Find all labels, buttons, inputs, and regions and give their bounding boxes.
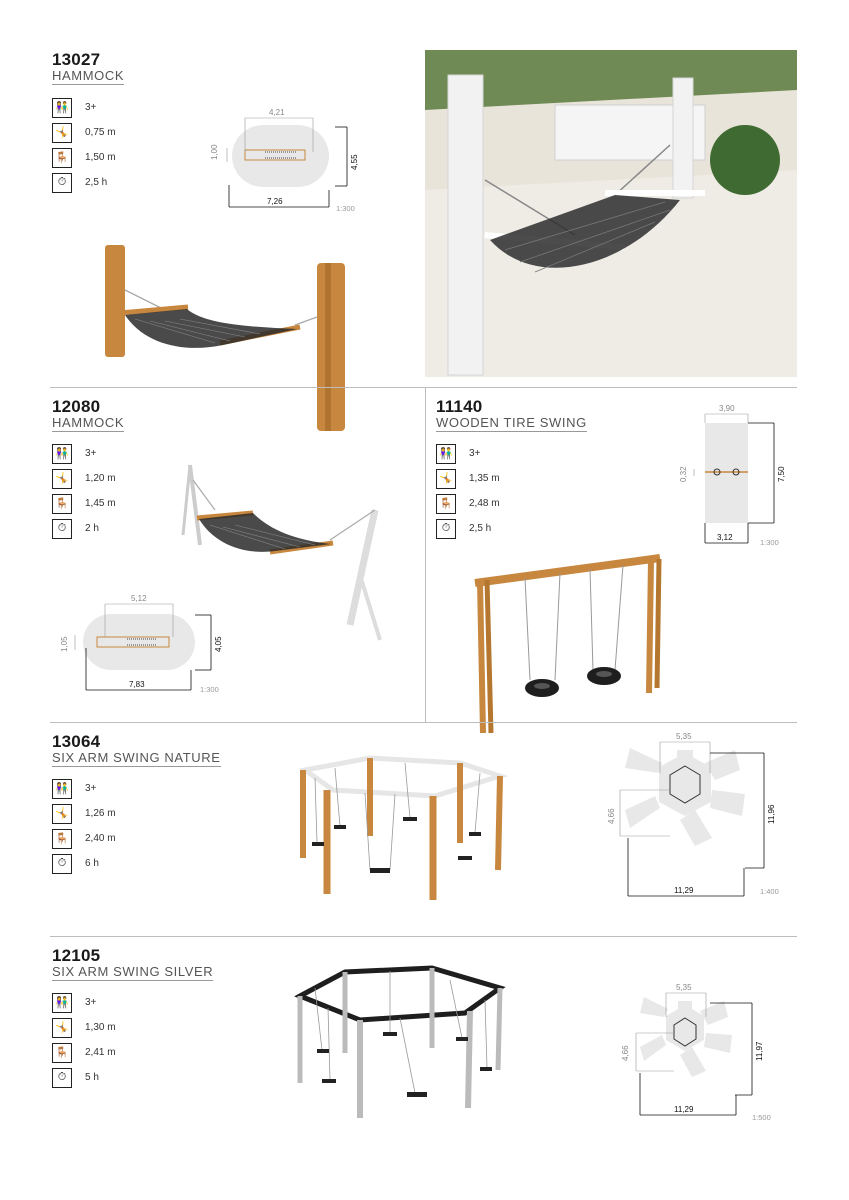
free-height-icon: 🪑 bbox=[52, 148, 72, 168]
plan-scale: 1:300 bbox=[336, 204, 355, 213]
plan-left-dim: 1,05 bbox=[60, 636, 69, 652]
spec-install-time: ⏱ 2,5 h bbox=[52, 170, 116, 195]
plan-bottom-dim: 7,83 bbox=[129, 680, 145, 689]
spec-install-time: ⏱ 2 h bbox=[52, 516, 116, 541]
free-height-icon: 🪑 bbox=[436, 494, 456, 514]
age-icon: 👫 bbox=[52, 779, 72, 799]
plan-right-dim: 4,05 bbox=[214, 636, 223, 652]
plan-drawing bbox=[670, 400, 790, 548]
section-divider bbox=[50, 387, 797, 388]
plan-top-dim: 4,21 bbox=[269, 108, 285, 117]
spec-free-height: 🪑 2,40 m bbox=[52, 826, 116, 851]
spec-age: 👫 3+ bbox=[52, 990, 116, 1015]
product-render bbox=[95, 235, 365, 435]
spec-install-time: ⏱ 2,5 h bbox=[436, 516, 500, 541]
spec-list bbox=[436, 441, 500, 541]
spec-free-height: 🪑 2,48 m bbox=[436, 491, 500, 516]
section-divider bbox=[425, 388, 426, 723]
plan-left-dim: 4,66 bbox=[607, 808, 616, 824]
plan-scale: 1:500 bbox=[752, 1113, 771, 1122]
age-icon: 👫 bbox=[52, 444, 72, 464]
age-icon: 👫 bbox=[436, 444, 456, 464]
spec-age: 👫 3+ bbox=[436, 441, 500, 466]
spec-install-time: ⏱ 5 h bbox=[52, 1065, 116, 1090]
product-code: 11140 bbox=[436, 397, 483, 416]
spec-list bbox=[52, 95, 116, 195]
fall-height-icon: 🤸 bbox=[52, 469, 72, 489]
plan-right-dim: 11,96 bbox=[767, 804, 776, 824]
product-name: SIX ARM SWING NATURE bbox=[52, 750, 221, 765]
spec-age: 👫 3+ bbox=[52, 776, 116, 801]
plan-bottom-dim: 11,29 bbox=[674, 886, 694, 895]
plan-left-dim: 4,66 bbox=[621, 1045, 630, 1061]
plan-drawing bbox=[610, 975, 770, 1125]
spec-free-height: 🪑 1,45 m bbox=[52, 491, 116, 516]
plan-scale: 1:400 bbox=[760, 887, 779, 896]
spec-free-height: 🪑 1,50 m bbox=[52, 145, 116, 170]
product-render bbox=[295, 748, 510, 933]
fall-height-icon: 🤸 bbox=[52, 1018, 72, 1038]
plan-top-dim: 5,35 bbox=[676, 732, 692, 741]
plan-bottom-dim: 11,29 bbox=[674, 1105, 694, 1114]
section-divider bbox=[50, 936, 797, 937]
product-code: 12105 bbox=[52, 946, 101, 965]
plan-bottom-dim: 7,26 bbox=[267, 197, 283, 206]
spec-fall-height: 🤸 1,20 m bbox=[52, 466, 116, 491]
plan-bottom-dim: 3,12 bbox=[717, 533, 733, 542]
free-height-icon: 🪑 bbox=[52, 829, 72, 849]
spec-list bbox=[52, 776, 116, 876]
spec-age: 👫 3+ bbox=[52, 95, 116, 120]
installation-time-icon: ⏱ bbox=[52, 173, 72, 193]
plan-top-dim: 5,35 bbox=[676, 983, 692, 992]
plan-drawing bbox=[600, 728, 780, 904]
spec-install-time: ⏱ 6 h bbox=[52, 851, 116, 876]
fall-height-icon: 🤸 bbox=[52, 804, 72, 824]
product-render bbox=[465, 548, 675, 738]
plan-left-dim: 1,00 bbox=[210, 144, 219, 160]
product-code: 13064 bbox=[52, 732, 101, 751]
free-height-icon: 🪑 bbox=[52, 1043, 72, 1063]
fall-height-icon: 🤸 bbox=[436, 469, 456, 489]
plan-drawing bbox=[205, 100, 365, 220]
installation-time-icon: ⏱ bbox=[436, 519, 456, 539]
plan-top-dim: 5,12 bbox=[131, 594, 147, 603]
section-divider bbox=[50, 722, 797, 723]
plan-top-dim: 3,90 bbox=[719, 404, 735, 413]
product-name: SIX ARM SWING SILVER bbox=[52, 964, 214, 979]
age-icon: 👫 bbox=[52, 98, 72, 118]
spec-fall-height: 🤸 1,30 m bbox=[52, 1015, 116, 1040]
plan-drawing bbox=[55, 590, 235, 700]
plan-right-dim: 4,55 bbox=[350, 154, 359, 170]
product-name: HAMMOCK bbox=[52, 415, 125, 430]
product-name: WOODEN TIRE SWING bbox=[436, 415, 587, 430]
spec-fall-height: 🤸 1,35 m bbox=[436, 466, 500, 491]
spec-fall-height: 🤸 0,75 m bbox=[52, 120, 116, 145]
product-code: 12080 bbox=[52, 397, 101, 416]
installation-time-icon: ⏱ bbox=[52, 854, 72, 874]
plan-right-dim: 7,50 bbox=[777, 466, 786, 482]
free-height-icon: 🪑 bbox=[52, 494, 72, 514]
spec-list bbox=[52, 990, 116, 1090]
fall-height-icon: 🤸 bbox=[52, 123, 72, 143]
product-render bbox=[290, 958, 510, 1128]
spec-free-height: 🪑 2,41 m bbox=[52, 1040, 116, 1065]
spec-list bbox=[52, 441, 116, 541]
plan-scale: 1:300 bbox=[760, 538, 779, 547]
installation-time-icon: ⏱ bbox=[52, 1068, 72, 1088]
plan-right-dim: 11,97 bbox=[755, 1041, 764, 1061]
product-name: HAMMOCK bbox=[52, 68, 125, 83]
spec-fall-height: 🤸 1,26 m bbox=[52, 801, 116, 826]
installation-time-icon: ⏱ bbox=[52, 519, 72, 539]
product-code: 13027 bbox=[52, 50, 101, 69]
age-icon: 👫 bbox=[52, 993, 72, 1013]
plan-left-dim: 0,32 bbox=[679, 466, 688, 482]
plan-scale: 1:300 bbox=[200, 685, 219, 694]
spec-age: 👫 3+ bbox=[52, 441, 116, 466]
product-photo bbox=[425, 50, 797, 377]
